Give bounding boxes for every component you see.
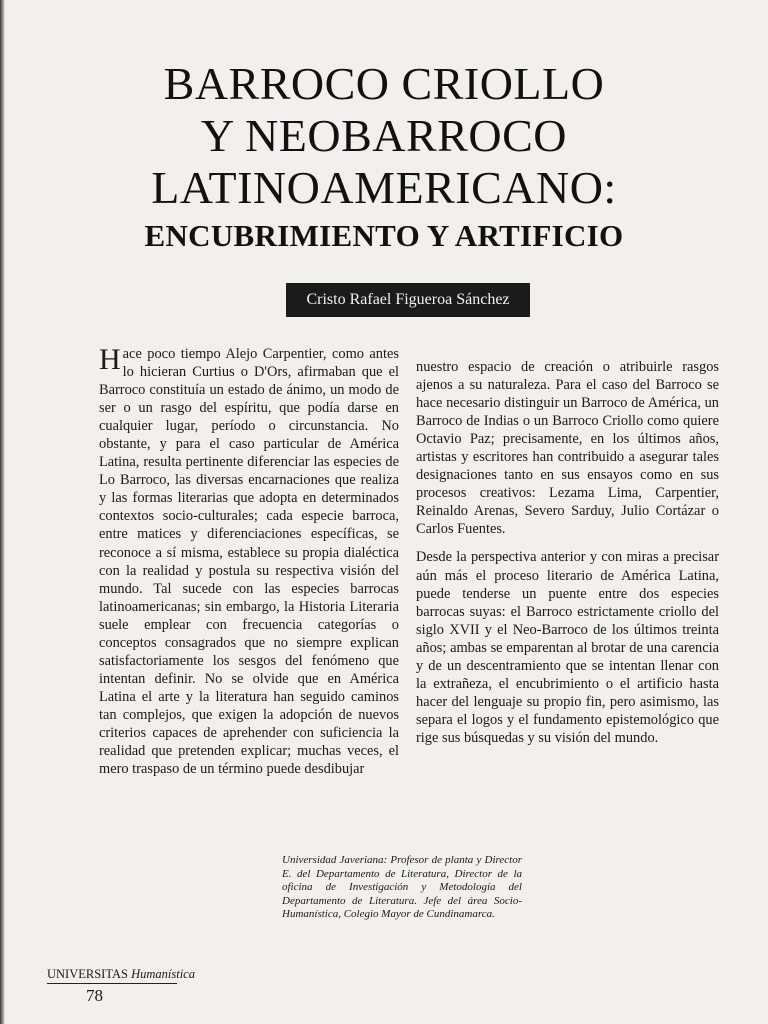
author-affiliation-note: Universidad Javeriana: Profesor de planta y Director E. del Departamento de Literatura, Director de la oficina de Investigación y Metodología del Departamento de Literatura. Jefe del área Socio-Humanística, Colegio Mayor de Cundinamarca. (282, 854, 522, 921)
article-subtitle: ENCUBRIMIENTO Y ARTIFICIO (144, 218, 624, 253)
footer-divider (47, 983, 177, 984)
journal-name-prefix: UNIVERSITAS (47, 967, 128, 981)
journal-footer (47, 966, 195, 984)
title-line-2: Y NEOBARROCO (201, 110, 567, 161)
article-title (0, 58, 768, 256)
body-paragraph (99, 345, 399, 778)
journal-name (47, 966, 195, 982)
body-paragraph-text: ace poco tiempo Alejo Carpentier, como antes lo hicieran Curtius o D'Ors, afirmaban que el Barroco constituía un estado de ánimo, un modo de ser o un rasgo del espíritu, que podía darse en cualquier lugar, período o circunstancia. No obstante, y para el caso particular de América Latina, resulta pertinente diferenciar las especies de Lo Barroco, las diversas encarnaciones que realiza y las formas literarias que adopta en determinados contextos socio-culturales; cada especie barroca, entre matices y diferenciaciones específicas, se reconoce a sí misma, establece su propia dialéctica con la realidad y postula su respectiva visión del mundo. Tal sucede con las especies barrocas latinoamericanas; sin embargo, la Historia Literaria suele emplear con frecuencia categorías o conceptos consagrados que no siempre explican satisfactoriamente los sesgos del fenómeno que intentan definir. No se olvide que en América Latina el arte y la literatura han seguido caminos tan complejos, que exigen la adopción de nuevos criterios capaces de aprehender con suficiencia la realidad que pretenden explicar; muchas veces, el mero traspaso de un término puede desdibujar (99, 346, 399, 778)
drop-cap: H (99, 343, 121, 376)
body-paragraph: Desde la perspectiva anterior y con miras a precisar aún más el proceso literario de América Latina, puede tenderse un puente entre dos especies barrocas suyas: el Barroco estrictamente criollo del siglo XVII y el Neo-Barroco de los últimos treinta años; ambas se emparentan al brotar de una carencia y de un descentramiento que se intentan llenar con la extrañeza, el encubrimiento o el artificio hasta hacer del lenguaje su propio fin, pero asimismo, las separa el logos y el fundamento epistemológico que rige sus búsquedas y su visión del mundo. (416, 549, 719, 746)
body-paragraph: nuestro espacio de creación o atribuirle rasgos ajenos a su naturaleza. Para el caso del Barroco se hace necesario distinguir un Barroco de América, un Barroco de Indias o un Barroco Criollo como quiere Octavio Paz; precisamente, en los últimos años, artistas y escritores han contribuido a asegurar tales designaciones tanto en sus ensayos como en sus procesos creativos: Lezama Lima, Carpentier, Reinaldo Arenas, Severo Sarduy, Julio Cortázar o Carlos Fuentes. (416, 359, 719, 538)
body-column-left (99, 345, 399, 778)
title-line-3: LATINOAMERICANO: (151, 162, 617, 213)
journal-name-italic: Humanística (131, 967, 195, 981)
body-column-right (416, 358, 719, 747)
page-number: 78 (86, 986, 103, 1005)
author-name: Cristo Rafael Figueroa Sánchez (286, 283, 530, 317)
title-line-1: BARROCO CRIOLLO (163, 58, 605, 109)
